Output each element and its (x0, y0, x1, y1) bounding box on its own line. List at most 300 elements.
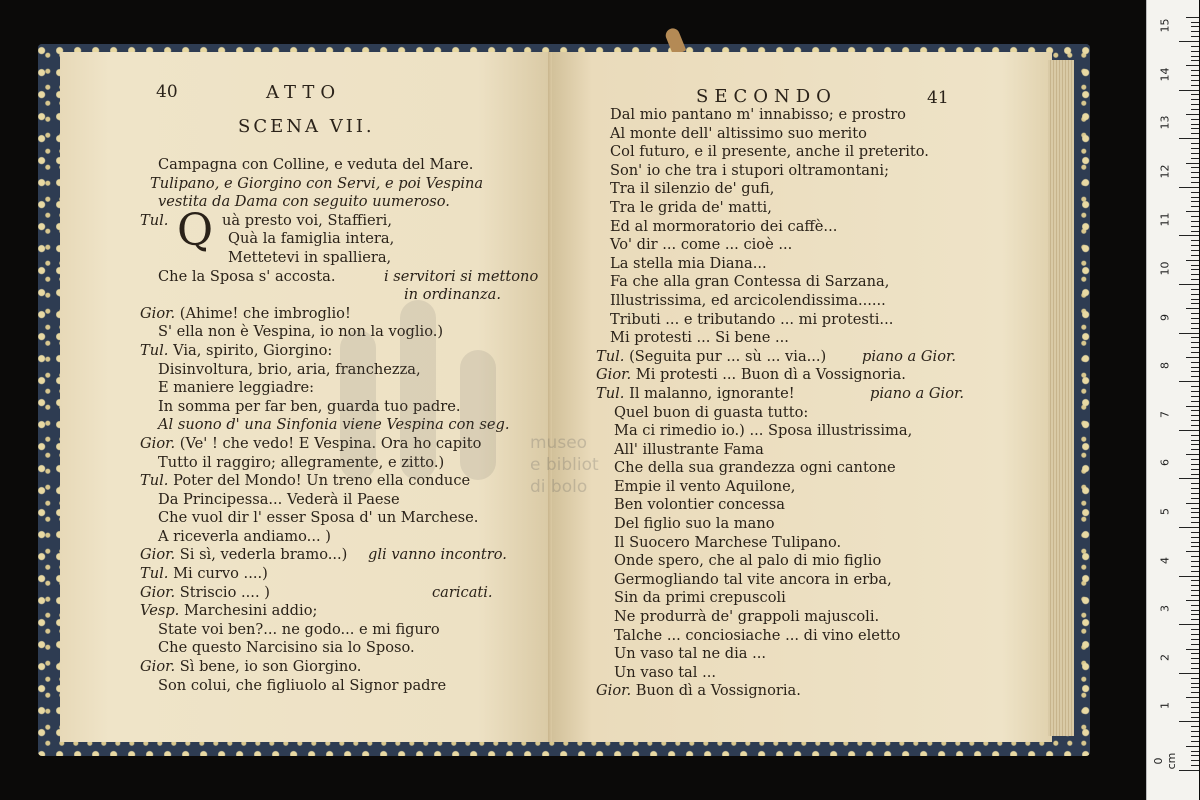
line-text: Un vaso tal ne dia ... (614, 645, 767, 663)
text-line (596, 311, 1016, 330)
speaker-label: Tul. (140, 565, 174, 583)
text-line (140, 621, 540, 640)
ruler-tick (1191, 498, 1199, 499)
ruler-tick (1186, 503, 1199, 504)
watermark-line: di bolo (530, 477, 588, 497)
ruler-tick (1191, 182, 1199, 183)
ruler-tick (1186, 454, 1199, 455)
stage-direction: gli vanno incontro. (368, 546, 507, 564)
ruler-tick (1191, 274, 1199, 275)
ruler-tick (1191, 668, 1199, 669)
line-text: (Ahime! che imbroglio! (179, 304, 351, 322)
ruler-tick (1191, 410, 1199, 411)
ruler-tick (1191, 712, 1199, 713)
ruler-label: 9 (1158, 313, 1172, 321)
line-text: Illustrissima, ed arcicolendissima...... (610, 291, 886, 309)
speaker-label: Tul. (140, 341, 174, 359)
ruler-tick (1191, 639, 1199, 640)
ruler-tick (1191, 726, 1199, 727)
ruler-tick (1191, 371, 1199, 372)
ruler-tick (1191, 299, 1199, 300)
ruler-tick (1191, 717, 1199, 718)
text-line (596, 478, 1016, 497)
text-line (596, 534, 1016, 553)
ruler-tick (1191, 342, 1199, 343)
text-line (596, 143, 1016, 162)
text-line (596, 645, 1016, 664)
line-text: Tra le grida de' matti, (610, 198, 772, 216)
ruler-tick (1191, 415, 1199, 416)
text-line (596, 441, 1016, 460)
line-text: Dal mio pantano m' innabisso; e prostro (610, 106, 906, 123)
ruler-tick (1191, 216, 1199, 217)
ruler-tick (1191, 323, 1199, 324)
ruler-tick (1191, 707, 1199, 708)
ruler-tick (1191, 303, 1199, 304)
text-line (140, 639, 540, 658)
ruler-label: 0 cm (1152, 752, 1178, 770)
ruler-tick (1179, 138, 1199, 139)
ruler-tick (1191, 177, 1199, 178)
ruler-tick (1191, 158, 1199, 159)
ruler-tick (1191, 36, 1199, 37)
ruler-tick (1191, 265, 1199, 266)
line-text: vestita da Dama con seguito uumeroso. (158, 193, 450, 211)
line-text: Ben volontier concessa (614, 496, 785, 514)
ruler-tick (1186, 65, 1199, 66)
ruler-tick (1191, 692, 1199, 693)
ruler-tick (1191, 571, 1199, 572)
line-text: Il malanno, ignorante! (629, 384, 795, 402)
line-text: Disinvoltura, brio, aria, franchezza, (158, 360, 421, 378)
line-text: Quà la famiglia intera, (228, 230, 395, 248)
text-line (596, 162, 1016, 181)
ruler-label: 6 (1158, 459, 1172, 467)
text-line (596, 515, 1016, 534)
running-head: ATTO (266, 82, 342, 103)
scene-heading: SCENA VII. (238, 116, 375, 137)
ruler-tick (1179, 284, 1199, 285)
text-line (596, 348, 1016, 367)
text-line (140, 565, 540, 584)
ruler-tick (1191, 167, 1199, 168)
ruler-label: 12 (1158, 164, 1172, 179)
ruler-tick (1191, 386, 1199, 387)
ruler-tick (1191, 595, 1199, 596)
ruler-tick (1191, 328, 1199, 329)
ruler-tick (1191, 561, 1199, 562)
speaker-label: Tul. (140, 211, 169, 229)
ruler-tick (1191, 26, 1199, 27)
ruler-tick (1191, 143, 1199, 144)
ruler-tick (1191, 128, 1199, 129)
text-line (596, 385, 1016, 404)
text-line (596, 682, 1016, 701)
ruler-tick (1179, 478, 1199, 479)
line-text: Sì bene, io son Giorgino. (179, 658, 362, 676)
line-text: Che questo Narcisino sia lo Sposo. (158, 639, 415, 657)
ruler-tick (1191, 644, 1199, 645)
ruler-tick (1191, 376, 1199, 377)
ruler-tick (1191, 736, 1199, 737)
speaker-label: Tul. (596, 384, 630, 402)
ruler-tick (1191, 148, 1199, 149)
ruler-label: 3 (1158, 605, 1172, 613)
ruler-tick (1191, 99, 1199, 100)
text-line (140, 584, 540, 603)
text-line (140, 677, 540, 696)
speaker-label: Gior. (140, 304, 180, 322)
line-text: Fa che alla gran Contessa di Sarzana, (610, 273, 890, 291)
text-line (596, 608, 1016, 627)
ruler-tick (1191, 610, 1199, 611)
ruler-tick (1186, 260, 1199, 261)
ruler-tick (1191, 425, 1199, 426)
measurement-ruler (1146, 0, 1199, 800)
ruler-tick (1179, 673, 1199, 674)
ruler-tick (1191, 619, 1199, 620)
text-line (140, 249, 540, 268)
text-line (596, 571, 1016, 590)
ruler-tick (1191, 741, 1199, 742)
speaker-label: Gior. (140, 583, 180, 601)
ruler-tick (1191, 46, 1199, 47)
ruler-tick (1191, 532, 1199, 533)
ruler-tick (1186, 697, 1199, 698)
ruler-tick (1191, 119, 1199, 120)
stage-direction: piano a Gior. (862, 347, 956, 365)
line-text: Sin da primi crepuscoli (614, 589, 786, 607)
text-line (140, 156, 540, 175)
line-text: S' ella non è Vespina, io non la voglio.) (158, 323, 444, 341)
ruler-tick (1191, 420, 1199, 421)
ruler-tick (1191, 352, 1199, 353)
line-text: Che vuol dir l' esser Sposa d' un Marchese. (158, 509, 479, 527)
ruler-tick (1191, 444, 1199, 445)
stage-direction: i servitori si mettono (384, 267, 539, 285)
ruler-tick (1186, 406, 1199, 407)
text-line (596, 273, 1016, 292)
text-line (140, 546, 540, 565)
ruler-tick (1191, 683, 1199, 684)
ruler-tick (1191, 629, 1199, 630)
ruler-tick (1191, 245, 1199, 246)
ruler-tick (1191, 367, 1199, 368)
line-text: Da Principessa... Vederà il Paese (158, 490, 400, 508)
ruler-tick (1191, 104, 1199, 105)
speaker-label: Tul. (596, 347, 630, 365)
ruler-tick (1191, 269, 1199, 270)
ruler-tick (1191, 755, 1199, 756)
line-text: Tutto il raggiro; allegramente, e zitto.) (158, 453, 445, 471)
text-line (596, 329, 1016, 348)
stage-direction: piano a Gior. (870, 384, 964, 402)
watermark-text (530, 432, 599, 498)
ruler-tick (1191, 614, 1199, 615)
line-text: Ed al mormoratorio dei caffè... (610, 217, 838, 235)
text-line (596, 589, 1016, 608)
ruler-tick (1191, 474, 1199, 475)
ruler-tick (1191, 362, 1199, 363)
line-text: Del figlio suo la mano (614, 515, 775, 533)
ruler-tick (1186, 357, 1199, 358)
line-text: Mi protesti ... Si bene ... (610, 329, 789, 347)
running-head: SECONDO (696, 86, 837, 107)
text-line (596, 236, 1016, 255)
ruler-tick (1191, 512, 1199, 513)
line-text: Che della sua grandezza ogni cantone (614, 459, 896, 477)
ruler-tick (1191, 279, 1199, 280)
line-text: in ordinanza. (404, 286, 502, 304)
text-line (596, 422, 1016, 441)
speaker-label: Gior. (140, 546, 180, 564)
line-text: Striscio .... ) (179, 583, 270, 601)
line-text: Si sì, vederla bramo...) (179, 546, 348, 564)
text-line (140, 602, 540, 621)
text-line (596, 496, 1016, 515)
line-text: Onde spero, che al palo di mio figlio (614, 552, 882, 570)
ruler-tick (1191, 197, 1199, 198)
line-text: uà presto voi, Staffieri, (222, 211, 392, 229)
ruler-tick (1191, 80, 1199, 81)
ruler-tick (1191, 760, 1199, 761)
ruler-tick (1191, 201, 1199, 202)
ruler-tick (1186, 308, 1199, 309)
ruler-tick (1191, 605, 1199, 606)
ruler-tick (1191, 483, 1199, 484)
ruler-label: 1 (1158, 702, 1172, 710)
text-line (596, 218, 1016, 237)
line-text: Che la Sposa s' accosta. (158, 267, 336, 285)
stage-direction: caricati. (432, 583, 493, 601)
ruler-tick (1186, 746, 1199, 747)
ruler-tick (1191, 133, 1199, 134)
ruler-tick (1191, 22, 1199, 23)
right-text-column (596, 106, 1016, 701)
line-text: E maniere leggiadre: (158, 379, 315, 397)
ruler-tick (1191, 751, 1199, 752)
text-line (140, 230, 540, 249)
text-line (596, 180, 1016, 199)
ruler-tick (1179, 430, 1199, 431)
line-text: Poter del Mondo! Un treno ella conduce (173, 472, 471, 490)
ruler-tick (1191, 653, 1199, 654)
speaker-label: Vesp. (140, 602, 184, 620)
ruler-tick (1191, 658, 1199, 659)
line-text: Col futuro, e il presente, anche il preterito. (610, 143, 929, 161)
line-text: Mettetevi in spalliera, (228, 248, 392, 266)
text-line (140, 528, 540, 547)
ruler-tick (1191, 250, 1199, 251)
ruler-tick (1191, 590, 1199, 591)
line-text: In somma per far ben, guarda tuo padre. (158, 397, 461, 415)
line-text: Il Suocero Marchese Tulipano. (614, 533, 842, 551)
ruler-tick (1191, 566, 1199, 567)
ruler-tick (1191, 663, 1199, 664)
ruler-label: 2 (1158, 653, 1172, 661)
ruler-tick (1191, 469, 1199, 470)
ruler-tick (1186, 551, 1199, 552)
ruler-label: 5 (1158, 508, 1172, 515)
ruler-tick (1191, 294, 1199, 295)
speaker-label: Gior. (140, 434, 180, 452)
ruler-tick (1191, 240, 1199, 241)
text-line (596, 404, 1016, 423)
ruler-tick (1191, 459, 1199, 460)
ruler-tick (1191, 56, 1199, 57)
line-text: Germogliando tal vite ancora in erba, (614, 570, 892, 588)
text-line (596, 255, 1016, 274)
watermark-line: museo (530, 433, 588, 453)
ruler-tick (1186, 114, 1199, 115)
ruler-tick (1191, 440, 1199, 441)
ruler-tick (1191, 75, 1199, 76)
ruler-tick (1179, 235, 1199, 236)
ruler-tick (1179, 381, 1199, 382)
ruler-tick (1179, 41, 1199, 42)
line-text: Quel buon di guasta tutto: (614, 403, 809, 421)
ruler-tick (1191, 493, 1199, 494)
speaker-label: Gior. (596, 682, 636, 700)
line-text: Un vaso tal ... (614, 663, 716, 681)
speaker-label: Gior. (596, 366, 636, 384)
ruler-label: 4 (1158, 556, 1172, 564)
text-line (140, 268, 540, 287)
text-line (140, 175, 540, 194)
ruler-tick (1191, 347, 1199, 348)
ruler-tick (1191, 206, 1199, 207)
line-text: Talche ... conciosiache ... di vino eletto (614, 626, 901, 644)
ruler-label: 8 (1158, 362, 1172, 370)
ruler-tick (1179, 90, 1199, 91)
ruler-tick (1191, 702, 1199, 703)
ruler-tick (1191, 172, 1199, 173)
ruler-tick (1179, 333, 1199, 334)
line-text: Ne produrrà de' grappoli majuscoli. (614, 608, 880, 626)
ruler-tick (1191, 537, 1199, 538)
ruler-tick (1191, 337, 1199, 338)
ruler-tick (1191, 70, 1199, 71)
speaker-label: Tul. (140, 472, 174, 490)
ruler-label: 11 (1158, 212, 1172, 227)
text-line (596, 366, 1016, 385)
ruler-tick (1191, 731, 1199, 732)
line-text: Mi protesti ... Buon dì a Vossignoria. (635, 366, 906, 384)
ruler-tick (1191, 435, 1199, 436)
page-number: 40 (156, 82, 178, 102)
line-text: Al suono d' una Sinfonia viene Vespina con seg. (158, 416, 510, 434)
line-text: Campagna con Colline, e veduta del Mare. (158, 156, 474, 173)
ruler-tick (1191, 391, 1199, 392)
ruler-tick (1179, 527, 1199, 528)
ruler-tick (1191, 542, 1199, 543)
ruler-tick (1179, 770, 1199, 771)
ruler-tick (1191, 313, 1199, 314)
ruler-tick (1191, 85, 1199, 86)
ruler-tick (1191, 464, 1199, 465)
ruler-tick (1191, 517, 1199, 518)
line-text: Son colui, che figliuolo al Signor padre (158, 676, 447, 694)
ruler-label: 7 (1158, 410, 1172, 418)
ruler-tick (1191, 556, 1199, 557)
ruler-tick (1191, 94, 1199, 95)
ruler-tick (1191, 396, 1199, 397)
line-text: (Ve' ! che vedo! E Vespina. Ora ho capito (179, 434, 482, 452)
page-number: 41 (927, 88, 949, 108)
ruler-tick (1191, 580, 1199, 581)
ruler-tick (1191, 449, 1199, 450)
ruler-tick (1191, 231, 1199, 232)
line-text: Buon dì a Vossignoria. (635, 682, 801, 700)
text-line (596, 106, 1016, 125)
text-line (596, 459, 1016, 478)
speaker-label: Gior. (140, 658, 180, 676)
ruler-tick (1179, 576, 1199, 577)
ruler-tick (1191, 687, 1199, 688)
line-text: Son' io che tra i stupori oltramontani; (610, 161, 889, 179)
ruler-tick (1191, 765, 1199, 766)
line-text: Marchesini addio; (183, 602, 318, 620)
text-line (596, 125, 1016, 144)
text-line (596, 292, 1016, 311)
ruler-tick (1186, 649, 1199, 650)
ruler-tick (1191, 634, 1199, 635)
text-line (596, 664, 1016, 683)
text-line (596, 552, 1016, 571)
line-text: La stella mia Diana... (610, 254, 767, 272)
line-text: Ma ci rimedio io.) ... Sposa illustrissima, (614, 422, 913, 440)
line-text: All' illustrante Fama (614, 440, 764, 458)
ruler-tick (1191, 488, 1199, 489)
ruler-label: 14 (1158, 67, 1172, 82)
line-text: A riceverla andiamo... ) (158, 527, 331, 545)
line-text: State voi ben?... ne godo... e mi figuro (158, 620, 440, 638)
ruler-label: 15 (1158, 18, 1172, 33)
ruler-tick (1191, 585, 1199, 586)
watermark-line: e bibliot (530, 455, 599, 475)
ruler-tick (1186, 163, 1199, 164)
ruler-tick (1191, 508, 1199, 509)
ruler-tick (1191, 226, 1199, 227)
ruler-tick (1191, 124, 1199, 125)
text-line (596, 627, 1016, 646)
line-text: Tulipano, e Giorgino con Servi, e poi Vespina (150, 174, 484, 192)
ruler-tick (1191, 192, 1199, 193)
ruler-tick (1191, 255, 1199, 256)
ruler-tick (1191, 221, 1199, 222)
line-text: Tributi ... e tributando ... mi protesti... (610, 310, 894, 328)
line-text: Empie il vento Aquilone, (614, 477, 796, 495)
ruler-tick (1179, 624, 1199, 625)
ruler-tick (1191, 522, 1199, 523)
ruler-tick (1191, 31, 1199, 32)
line-text: Al monte dell' altissimo suo merito (610, 124, 867, 142)
ruler-tick (1191, 51, 1199, 52)
ruler-label: 10 (1158, 261, 1172, 276)
page-edges (1048, 60, 1074, 736)
ruler-tick (1191, 60, 1199, 61)
line-text: Vo' dir ... come ... cioè ... (610, 236, 793, 254)
ruler-tick (1191, 109, 1199, 110)
ruler-tick (1191, 401, 1199, 402)
ruler-tick (1191, 546, 1199, 547)
ruler-tick (1186, 600, 1199, 601)
drop-cap: Q (177, 204, 214, 256)
ruler-label: 13 (1158, 115, 1172, 130)
ruler-tick (1191, 678, 1199, 679)
text-line (140, 658, 540, 677)
line-text: Via, spirito, Giorgino: (173, 341, 333, 359)
